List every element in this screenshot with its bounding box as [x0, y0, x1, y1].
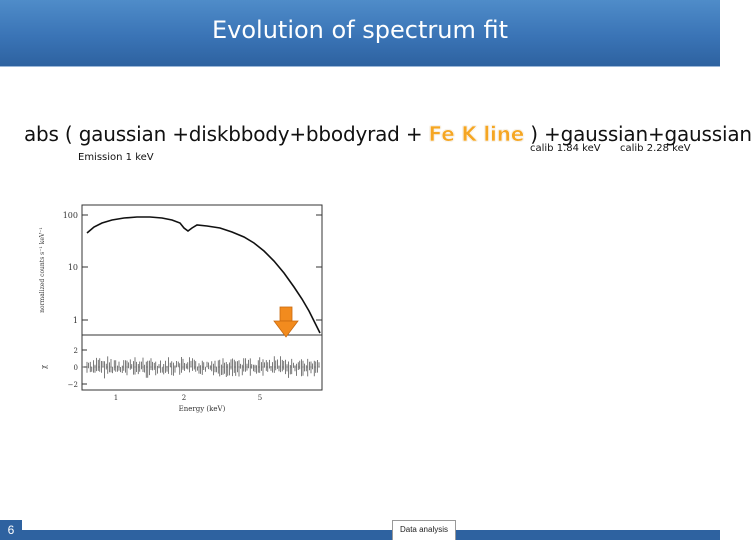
formula-part-1: abs ( gaussian +diskbbody+bbodyrad + [24, 122, 429, 146]
page-title: Evolution of spectrum fit [211, 16, 508, 44]
fe-line-arrow-icon [274, 307, 298, 337]
x-tick-1: 1 [113, 394, 119, 402]
x-tick-2: 2 [181, 394, 187, 402]
page-number: 6 [0, 520, 22, 540]
spectrum-y-ticks [82, 215, 322, 320]
formula-part-2: ) +gaussian+gaussian [524, 122, 752, 146]
spectrum-y-label: normalized counts s⁻¹ keV⁻¹ [39, 227, 46, 313]
fe-k-line-label: Fe K line [428, 122, 525, 146]
footer-section-label: Data analysis [392, 520, 456, 540]
calib-label-1: calib 1.84 keV [530, 143, 601, 154]
residual-tick-2: 2 [73, 347, 78, 355]
x-axis-label: Energy (keV) [178, 405, 226, 413]
residual-tick-0: 0 [73, 364, 78, 372]
residual-tick-minus-2: −2 [67, 381, 78, 389]
residual-data [87, 356, 319, 378]
emission-label: Emission 1 keV [78, 152, 154, 163]
spectrum-plot [32, 195, 332, 420]
tick-label-100: 100 [62, 211, 78, 220]
calib-label-2: calib 2.28 keV [620, 143, 691, 154]
tick-label-1: 1 [72, 316, 78, 325]
title-divider [0, 66, 720, 67]
tick-label-10: 10 [67, 263, 78, 272]
residual-y-label: χ [40, 364, 48, 370]
footer-bar [22, 530, 720, 540]
x-tick-5: 5 [257, 394, 263, 402]
